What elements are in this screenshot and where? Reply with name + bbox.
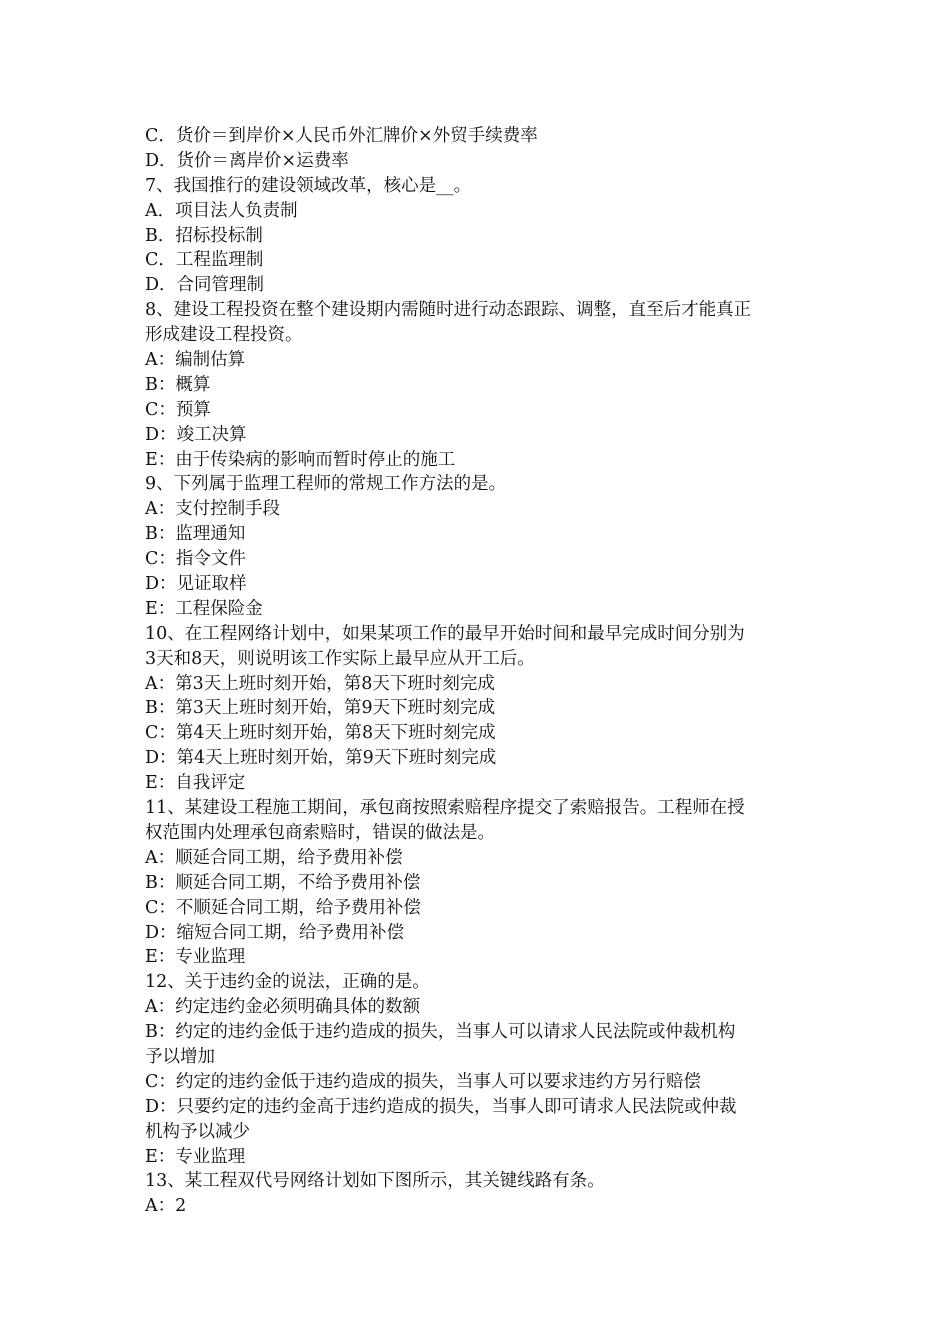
question-10: 10、在工程网络计划中，如果某项工作的最早开始时间和最早完成时间分别为 (145, 623, 745, 644)
option-line: A：顺延合同工期，给予费用补偿 (145, 847, 403, 868)
option-line: A：约定违约金必须明确具体的数额 (145, 997, 421, 1018)
question-8: 8、建设工程投资在整个建设期内需随时进行动态跟踪、调整，直至后才能真正 (145, 300, 752, 321)
option-line: D：只要约定的违约金高于违约造成的损失，当事人即可请求人民法院或仲裁 (145, 1096, 737, 1117)
question-12: 12、关于违约金的说法，正确的是。 (145, 972, 430, 993)
question-8-continued: 形成建设工程投资。 (145, 325, 303, 346)
option-line: C：指令文件 (145, 549, 246, 570)
option-line: B：约定的违约金低于违约造成的损失，当事人可以请求人民法院或仲裁机构 (145, 1022, 736, 1043)
option-line: A：2 (145, 1196, 187, 1217)
option-line: A：编制估算 (145, 350, 246, 371)
option-line: B：概算 (145, 374, 211, 395)
question-11-continued: 权范围内处理承包商索赔时，错误的做法是。 (145, 822, 495, 843)
question-10-continued: 3天和8天，则说明该工作实际上最早应从开工后。 (145, 648, 535, 669)
option-line: C．工程监理制 (145, 250, 264, 271)
question-7: 7、我国推行的建设领域改革，核心是__。 (145, 175, 472, 196)
option-line: B：第3天上班时刻开始，第9天下班时刻完成 (145, 698, 496, 719)
option-line: E：由于传染病的影响而暂时停止的施工 (145, 449, 456, 470)
option-line: A：第3天上班时刻开始，第8天下班时刻完成 (145, 673, 495, 694)
option-line-continued: 机构予以减少 (145, 1121, 250, 1142)
option-line: E：工程保险金 (145, 598, 263, 619)
question-9: 9、下列属于监理工程师的常规工作方法的是。 (145, 474, 507, 495)
option-line: D：缩短合同工期，给予费用补偿 (145, 922, 405, 943)
option-line: C．货价＝到岸价×人民币外汇牌价×外贸手续费率 (145, 126, 538, 146)
question-11: 11、某建设工程施工期间，承包商按照索赔程序提交了索赔报告。工程师在授 (145, 798, 745, 819)
option-line-continued: 予以增加 (145, 1046, 215, 1067)
document-body (145, 124, 810, 1219)
option-line: B．招标投标制 (145, 225, 263, 246)
option-line: A．项目法人负责制 (145, 200, 298, 221)
option-line: E：自我评定 (145, 773, 246, 794)
option-line: D．合同管理制 (145, 275, 265, 296)
option-line: D：竣工决算 (145, 424, 247, 445)
option-line: D：第4天上班时刻开始，第9天下班时刻完成 (145, 748, 497, 769)
option-line: D．货价＝离岸价×运费率 (145, 150, 349, 171)
option-line: A：支付控制手段 (145, 499, 281, 520)
option-line: B：顺延合同工期，不给予费用补偿 (145, 872, 421, 893)
option-line: C：预算 (145, 399, 211, 420)
question-13: 13、某工程双代号网络计划如下图所示，其关键线路有条。 (145, 1171, 605, 1192)
option-line: C：不顺延合同工期，给予费用补偿 (145, 897, 421, 918)
option-line: C：约定的违约金低于违约造成的损失，当事人可以要求违约方另行赔偿 (145, 1071, 701, 1092)
option-line: D：见证取样 (145, 574, 247, 595)
option-line: C：第4天上班时刻开始，第8天下班时刻完成 (145, 723, 496, 744)
option-line: E：专业监理 (145, 947, 246, 968)
option-line: E：专业监理 (145, 1146, 246, 1167)
option-line: B：监理通知 (145, 524, 246, 545)
